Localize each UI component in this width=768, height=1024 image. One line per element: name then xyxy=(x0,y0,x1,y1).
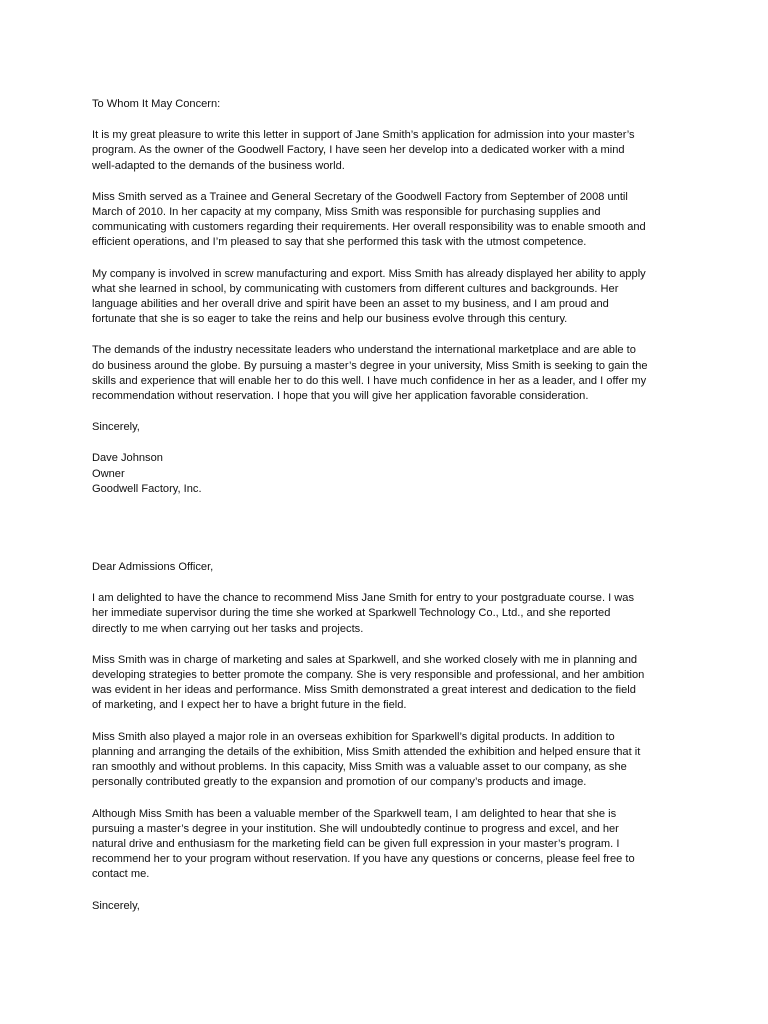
text-line: Miss Smith was in charge of marketing and sales at Sparkwell, and she worked closely with me in planning and xyxy=(92,653,638,666)
text-line: Miss Smith served as a Trainee and General Secretary of the Goodwell Factory from September of 2008 until xyxy=(92,190,628,203)
letter2-paragraph-4 xyxy=(92,807,692,883)
text-line: was evident in her ideas and performance. Miss Smith demonstrated a great interest and dedication to the field xyxy=(92,684,636,697)
text-line: what she learned in school, by communicating with customers from different cultures and backgrounds. Her xyxy=(92,282,619,295)
letter2-paragraph-2 xyxy=(92,653,692,714)
signature-title: Owner xyxy=(92,467,125,480)
text-line: efficient operations, and I’m pleased to say that she performed this task with the utmost competence. xyxy=(92,236,587,249)
text-line: of marketing, and I expect her to have a bright future in the field. xyxy=(92,699,407,712)
text-line: The demands of the industry necessitate leaders who understand the international marketplace and are able to xyxy=(92,344,636,357)
text-line: I am delighted to have the chance to recommend Miss Jane Smith for entry to your postgraduate course. I was xyxy=(92,592,635,605)
text-line: fortunate that she is so eager to take the reins and help our business evolve through this century. xyxy=(92,313,568,326)
text-line: recommend her to your program without reservation. If you have any questions or concerns, please feel free to xyxy=(92,853,635,866)
letter-goodwell xyxy=(92,97,692,497)
text-line: recommendation without reservation. I hope that you will give her application favorable consideration. xyxy=(92,390,589,403)
text-line: well-adapted to the demands of the business world. xyxy=(92,159,345,172)
letter2-paragraph-3 xyxy=(92,730,692,791)
text-line: personally contributed greatly to the expansion and promotion of our company’s products and image. xyxy=(92,776,587,789)
text-line: ran smoothly and without problems. In this capacity, Miss Smith was a valuable asset to our company, as she xyxy=(92,761,627,774)
letter1-closing: Sincerely, xyxy=(92,421,140,434)
text-line: program. As the owner of the Goodwell Factory, I have seen her develop into a dedicated worker with a mind xyxy=(92,144,625,157)
letter1-signature xyxy=(92,451,692,497)
letter-separator xyxy=(92,513,692,560)
letter1-greeting: To Whom It May Concern: xyxy=(92,98,221,110)
letter1-paragraph-1 xyxy=(92,128,692,174)
text-line: do business around the globe. By pursuing a master’s degree in your university, Miss Smith is seeking to gain the xyxy=(92,359,648,372)
text-line: March of 2010. In her capacity at my company, Miss Smith was responsible for purchasing supplies and xyxy=(92,206,601,219)
signature-name: Dave Johnson xyxy=(92,452,163,465)
text-line: It is my great pleasure to write this letter in support of Jane Smith’s application for admission into your master’s xyxy=(92,129,635,142)
text-line: her immediate supervisor during the time she worked at Sparkwell Technology Co., Ltd., and she reported xyxy=(92,607,611,620)
letter2-paragraph-1 xyxy=(92,591,692,637)
text-line: Although Miss Smith has been a valuable member of the Sparkwell team, I am delighted to hear that she is xyxy=(92,807,617,820)
text-line: Miss Smith also played a major role in an overseas exhibition for Sparkwell’s digital products. In addition to xyxy=(92,730,615,743)
document-page xyxy=(92,97,692,930)
text-line: pursuing a master’s degree in your institution. She will undoubtedly continue to progress and excel, and her xyxy=(92,822,619,835)
text-line: planning and arranging the details of the exhibition, Miss Smith attended the exhibition and helped ensure that it xyxy=(92,745,641,758)
letter1-paragraph-2 xyxy=(92,190,692,251)
text-line: skills and experience that will enable her to do this well. I have much confidence in her as a leader, and I offer my xyxy=(92,374,647,387)
letter1-paragraph-3 xyxy=(92,267,692,328)
letter-sparkwell xyxy=(92,560,692,914)
text-line: natural drive and enthusiasm for the marketing field can be given full expression in your master’s program. I xyxy=(92,837,620,850)
text-line: My company is involved in screw manufacturing and export. Miss Smith has already displayed her ability to apply xyxy=(92,267,646,280)
text-line: directly to me when carrying out her tasks and projects. xyxy=(92,622,364,635)
signature-company: Goodwell Factory, Inc. xyxy=(92,482,202,495)
text-line: language abilities and her overall drive and spirit have been an asset to my business, and I am proud and xyxy=(92,298,609,311)
text-line: communicating with customers regarding their requirements. Her overall responsibility was to enable smooth and xyxy=(92,221,646,234)
text-line: developing strategies to better promote the company. She is very responsible and professional, and her ambition xyxy=(92,669,645,682)
letter2-closing: Sincerely, xyxy=(92,899,140,912)
letter2-greeting: Dear Admissions Officer, xyxy=(92,561,214,574)
text-line: contact me. xyxy=(92,868,150,881)
letter1-paragraph-4 xyxy=(92,343,692,404)
